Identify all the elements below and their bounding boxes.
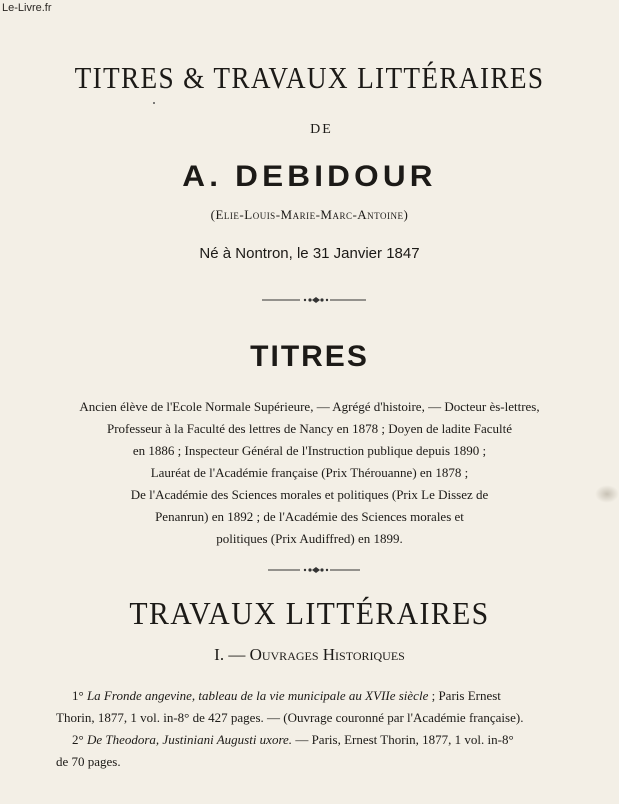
- titres-list: [0, 396, 619, 550]
- author-full-names: (Elie-Louis-Marie-Marc-Antoine): [210, 207, 409, 222]
- entry-title: La Fronde angevine, tableau de la vie municipale au XVIIe siècle: [86, 688, 429, 703]
- list-item: [60, 729, 590, 751]
- author-name: A. DEBIDOUR: [182, 160, 437, 193]
- works-list: [56, 685, 590, 773]
- ornament-divider-icon: [0, 294, 619, 306]
- ornament-divider-2: [0, 563, 619, 575]
- de-label: DE: [310, 122, 333, 137]
- birth-line: Né à Nontron, le 31 Janvier 1847: [199, 245, 420, 262]
- entry-number: 1°: [72, 688, 84, 703]
- main-title: TITRES & TRAVAUX LITTÉRAIRES: [74, 60, 545, 95]
- section-heading: [0, 645, 619, 665]
- titres-line: Lauréat de l'Académie française (Prix Thérouanne) en 1878 ;: [150, 465, 469, 480]
- ornament-divider-icon: [0, 564, 619, 576]
- titres-heading: TITRES: [250, 340, 369, 373]
- ink-speck: [153, 102, 155, 104]
- entry-continuation: de 70 pages.: [56, 754, 121, 769]
- entry-title: De Theodora, Justiniani Augusti uxore.: [86, 732, 293, 747]
- titres-line: en 1886 ; Inspecteur Général de l'Instruction publique depuis 1890 ;: [132, 443, 487, 458]
- titres-line: Penanrun) en 1892 ; de l'Académie des Sciences morales et: [155, 509, 464, 524]
- watermark: Le-Livre.fr: [2, 2, 52, 14]
- titres-line: De l'Académie des Sciences morales et politiques (Prix Le Dissez de: [130, 487, 489, 502]
- entry-continuation: Thorin, 1877, 1 vol. in-8° de 427 pages. — (Ouvrage couronné par l'Académie française).: [56, 710, 524, 725]
- titres-line: Ancien élève de l'Ecole Normale Supérieure, — Agrégé d'histoire, — Docteur ès-lettres,: [79, 399, 540, 414]
- travaux-heading: TRAVAUX LITTÉRAIRES: [129, 595, 490, 631]
- entry-number: 2°: [72, 732, 84, 747]
- list-item: [60, 685, 590, 707]
- titres-line: politiques (Prix Audiffred) en 1899.: [216, 531, 403, 546]
- section-title: Ouvrages Historiques: [249, 645, 405, 664]
- section-number: I. —: [214, 645, 246, 664]
- ornament-divider: [0, 293, 619, 305]
- entry-publisher: — Paris, Ernest Thorin, 1877, 1 vol. in-8°: [292, 732, 514, 747]
- entry-publisher: ; Paris Ernest: [428, 688, 501, 703]
- titres-line: Professeur à la Faculté des lettres de Nancy en 1878 ; Doyen de ladite Faculté: [106, 421, 513, 436]
